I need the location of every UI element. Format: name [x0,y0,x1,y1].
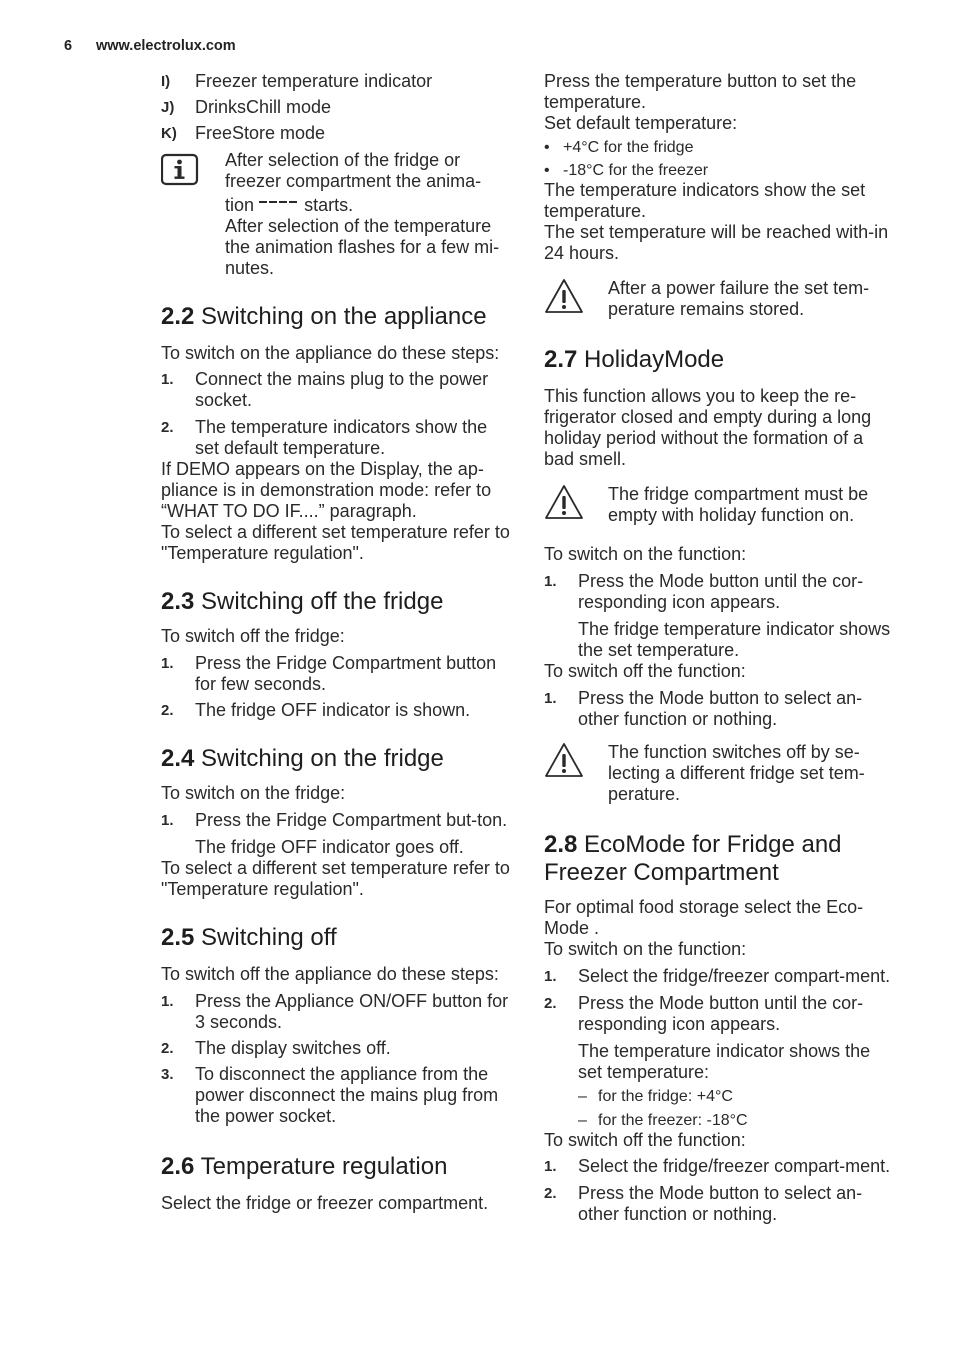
paragraph: To switch on the function: [544,939,747,959]
warning-note [544,278,894,320]
step-result: The fridge temperature indicator shows the set temperature. [578,619,891,660]
list-item: 3. To disconnect the appliance from the power disconnect the mains plug from the power socket. [161,1064,499,1126]
info-note-text: starts. [304,195,354,215]
section-heading-2-3: 2.3 Switching off the fridge [161,588,444,615]
warning-text: The function switches off by se-lecting a different fridge set tem-perature. [608,742,865,804]
section-heading-2-8: 2.8 EcoMode for Fridge and Freezer Compartment [544,831,842,886]
left-column [161,71,513,1214]
warning-text: After a power failure the set tem-perature remains stored. [608,278,870,319]
list-item: 1. Press the Fridge Compartment but-ton. [161,810,508,830]
warning-note [544,484,894,526]
paragraph: To switch on the fridge: [161,783,346,803]
list-item: 2. Press the Mode button until the cor-responding icon appears. [544,993,864,1034]
warning-text: The fridge compartment must be empty with holiday function on. [608,484,869,525]
info-note-text: After selection of the temperature the animation flashes for a few mi-nutes. [225,216,500,278]
bullet-item: • +4°C for the fridge [544,139,694,156]
step-result: The temperature indicator shows the set temperature: [578,1041,871,1082]
list-item: 2. Press the Mode button to select an-other function or nothing. [544,1183,863,1224]
warning-icon [544,484,608,525]
warning-note [544,742,894,805]
paragraph: The set temperature will be reached with-in 24 hours. [544,222,889,263]
step-result: The fridge OFF indicator goes off. [195,837,464,857]
info-note [161,150,513,279]
paragraph: Select the fridge or freezer compartment. [161,1193,489,1213]
paragraph: To select a different set temperature refer to "Temperature regulation". [161,522,510,563]
list-item: 1. Select the fridge/freezer compart-ment. [544,966,891,986]
warning-icon [544,742,608,783]
info-note-text: After selection of the fridge or freezer compartment the anima- [225,150,482,191]
legend-key: I) [161,73,171,90]
info-note-text: tion [225,195,255,215]
list-item: 1. Select the fridge/freezer compart-ment. [544,1156,891,1176]
site-url[interactable]: www.electrolux.com [96,38,236,54]
legend-item [161,97,513,118]
section-heading-2-2: 2.2 Switching on the appliance [161,303,487,330]
list-item: 1. Connect the mains plug to the power socket. [161,369,489,410]
section-heading-2-5: 2.5 Switching off [161,924,337,951]
legend-text: FreeStore mode [195,123,326,143]
paragraph: To switch off the fridge: [161,626,345,646]
paragraph: To select a different set temperature refer to "Temperature regulation". [161,858,510,899]
section-heading-2-7: 2.7 HolidayMode [544,346,725,373]
legend-key: J) [161,99,175,116]
right-column [544,71,894,1225]
list-item: 1. Press the Mode button until the cor-responding icon appears. [544,571,864,612]
paragraph: To switch on the appliance do these steps: [161,343,500,363]
paragraph: To switch on the function: [544,544,747,564]
legend-text: DrinksChill mode [195,97,332,117]
section-heading-2-4: 2.4 Switching on the fridge [161,745,444,772]
legend-item [161,123,513,144]
list-item: 1. Press the Appliance ON/OFF button for 3 seconds. [161,991,509,1032]
list-item: 1. Press the Mode button to select an-other function or nothing. [544,688,863,729]
paragraph: To switch off the function: [544,661,746,681]
list-item: 2. The temperature indicators show the set default temperature. [161,417,488,458]
paragraph: Press the temperature button to set the temperature. [544,71,857,112]
paragraph: If DEMO appears on the Display, the ap-pliance is in demonstration mode: refer to “WHAT TO DO IF....” paragraph. [161,459,492,521]
paragraph: For optimal food storage select the Eco-Mode . [544,897,864,938]
dash-item: – for the fridge: +4°C [578,1088,733,1105]
legend-item [161,71,513,92]
legend-text: Freezer temperature indicator [195,71,433,91]
page-number: 6 [64,38,73,54]
list-item: 1. Press the Fridge Compartment button for few seconds. [161,653,497,694]
dash-item: – for the freezer: -18°C [578,1112,748,1129]
list-item: 2. The display switches off. [161,1038,391,1058]
paragraph: This function allows you to keep the re-frigerator closed and empty during a long holiday period without the formation of a bad smell. [544,386,872,469]
paragraph: To switch off the function: [544,1130,746,1150]
legend-key: K) [161,125,177,142]
info-icon [161,150,225,191]
paragraph: To switch off the appliance do these steps: [161,964,499,984]
paragraph: The temperature indicators show the set temperature. [544,180,866,221]
section-heading-2-6: 2.6 Temperature regulation [161,1153,448,1180]
animation-dashes [259,201,299,207]
warning-icon [544,278,608,319]
paragraph: Set default temperature: [544,113,738,133]
bullet-item: • -18°C for the freezer [544,162,709,179]
list-item: 2. The fridge OFF indicator is shown. [161,700,471,720]
page-header [64,38,236,54]
